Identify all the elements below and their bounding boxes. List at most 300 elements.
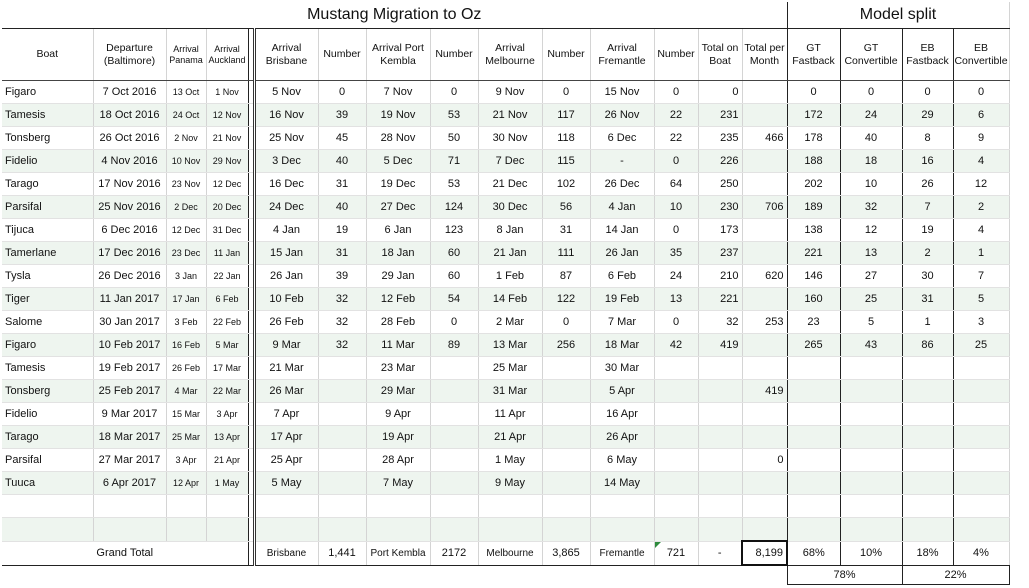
cell-eb-fastback[interactable]: 19 — [902, 219, 953, 242]
cell-gt-fastback[interactable]: 160 — [787, 288, 840, 311]
cell-arrival-brisbane[interactable]: 4 Jan — [254, 219, 318, 242]
cell-arrival-melbourne[interactable]: 7 Dec — [478, 150, 542, 173]
cell-arrival-brisbane[interactable]: 9 Mar — [254, 334, 318, 357]
cell-arrival-brisbane[interactable]: 16 Nov — [254, 104, 318, 127]
cell-number-brisbane[interactable] — [318, 472, 366, 495]
cell-eb-fastback[interactable] — [902, 449, 953, 472]
cell-total-per-month[interactable] — [742, 150, 787, 173]
cell-arrival-auckland[interactable]: 31 Dec — [206, 219, 248, 242]
cell-gt-fastback[interactable] — [787, 495, 840, 518]
cell-boat[interactable]: Parsifal — [2, 196, 93, 219]
cell-arrival-panama[interactable]: 2 Dec — [166, 196, 206, 219]
cell-number-port-kembla[interactable] — [430, 426, 478, 449]
cell-eb-fastback[interactable] — [902, 495, 953, 518]
cell-boat[interactable]: Tiger — [2, 288, 93, 311]
cell-total-per-month[interactable] — [742, 495, 787, 518]
cell-number-melbourne[interactable]: 102 — [542, 173, 590, 196]
cell-arrival-panama[interactable]: 17 Jan — [166, 288, 206, 311]
cell-arrival-port-kembla[interactable]: 6 Jan — [366, 219, 430, 242]
cell-gt-convertible[interactable]: 5 — [840, 311, 902, 334]
cell-arrival-auckland[interactable]: 21 Nov — [206, 127, 248, 150]
cell-number-port-kembla[interactable]: 0 — [430, 311, 478, 334]
cell-eb-convertible[interactable] — [953, 357, 1009, 380]
cell-total-on-boat[interactable] — [698, 495, 742, 518]
cell-arrival-auckland[interactable] — [206, 495, 248, 518]
cell-number-melbourne[interactable]: 122 — [542, 288, 590, 311]
cell-arrival-fremantle[interactable]: 15 Nov — [590, 81, 654, 104]
cell-arrival-fremantle[interactable]: 26 Dec — [590, 173, 654, 196]
cell-arrival-panama[interactable] — [166, 518, 206, 542]
cell-eb-convertible[interactable]: 3 — [953, 311, 1009, 334]
cell-total-per-month[interactable] — [742, 219, 787, 242]
cell-arrival-auckland[interactable]: 17 Mar — [206, 357, 248, 380]
cell-departure[interactable]: 30 Jan 2017 — [93, 311, 166, 334]
cell-total-on-boat[interactable]: 173 — [698, 219, 742, 242]
cell-number-fremantle[interactable]: 0 — [654, 81, 698, 104]
cell-eb-fastback[interactable]: 26 — [902, 173, 953, 196]
cell-arrival-brisbane[interactable]: 26 Jan — [254, 265, 318, 288]
cell-arrival-brisbane[interactable]: 21 Mar — [254, 357, 318, 380]
cell-total-on-boat[interactable]: 250 — [698, 173, 742, 196]
cell-arrival-fremantle[interactable]: 26 Jan — [590, 242, 654, 265]
cell-arrival-port-kembla[interactable]: 29 Mar — [366, 380, 430, 403]
cell-eb-fastback[interactable]: 31 — [902, 288, 953, 311]
cell-number-port-kembla[interactable] — [430, 357, 478, 380]
cell-eb-convertible[interactable] — [953, 495, 1009, 518]
cell-arrival-fremantle[interactable] — [590, 518, 654, 542]
cell-total-on-boat[interactable] — [698, 426, 742, 449]
cell-total-per-month[interactable] — [742, 518, 787, 542]
cell-boat[interactable]: Tarago — [2, 173, 93, 196]
cell-gt-convertible[interactable]: 0 — [840, 81, 902, 104]
cell-boat[interactable]: Tuuca — [2, 472, 93, 495]
cell-number-brisbane[interactable]: 39 — [318, 104, 366, 127]
cell-gt-fastback[interactable] — [787, 449, 840, 472]
cell-eb-fastback[interactable]: 16 — [902, 150, 953, 173]
cell-eb-fastback[interactable]: 86 — [902, 334, 953, 357]
cell-number-melbourne[interactable]: 117 — [542, 104, 590, 127]
cell-total-on-boat[interactable]: 230 — [698, 196, 742, 219]
cell-arrival-auckland[interactable]: 22 Mar — [206, 380, 248, 403]
cell-gt-convertible[interactable] — [840, 380, 902, 403]
cell-total-on-boat[interactable]: 210 — [698, 265, 742, 288]
cell-arrival-fremantle[interactable]: 26 Apr — [590, 426, 654, 449]
cell-total-on-boat[interactable]: 0 — [698, 81, 742, 104]
cell-gt-fastback[interactable] — [787, 380, 840, 403]
cell-eb-fastback[interactable]: 0 — [902, 81, 953, 104]
cell-arrival-melbourne[interactable]: 1 Feb — [478, 265, 542, 288]
cell-arrival-panama[interactable]: 2 Nov — [166, 127, 206, 150]
cell-number-fremantle[interactable]: 13 — [654, 288, 698, 311]
cell-arrival-panama[interactable]: 10 Nov — [166, 150, 206, 173]
cell-total-per-month[interactable] — [742, 81, 787, 104]
cell-eb-convertible[interactable]: 6 — [953, 104, 1009, 127]
cell-number-port-kembla[interactable] — [430, 380, 478, 403]
cell-number-port-kembla[interactable]: 71 — [430, 150, 478, 173]
cell-number-brisbane[interactable] — [318, 426, 366, 449]
cell-number-melbourne[interactable]: 87 — [542, 265, 590, 288]
cell-number-fremantle[interactable]: 0 — [654, 150, 698, 173]
cell-arrival-panama[interactable]: 3 Apr — [166, 449, 206, 472]
cell-arrival-melbourne[interactable]: 21 Apr — [478, 426, 542, 449]
cell-number-melbourne[interactable]: 118 — [542, 127, 590, 150]
cell-number-melbourne[interactable] — [542, 426, 590, 449]
cell-number-melbourne[interactable]: 256 — [542, 334, 590, 357]
cell-arrival-port-kembla[interactable]: 19 Nov — [366, 104, 430, 127]
cell-number-melbourne[interactable] — [542, 449, 590, 472]
cell-eb-fastback[interactable] — [902, 426, 953, 449]
cell-number-port-kembla[interactable]: 53 — [430, 104, 478, 127]
cell-boat[interactable] — [2, 495, 93, 518]
cell-total-per-month[interactable] — [742, 242, 787, 265]
cell-arrival-port-kembla[interactable]: 7 May — [366, 472, 430, 495]
cell-arrival-panama[interactable]: 12 Dec — [166, 219, 206, 242]
cell-number-melbourne[interactable]: 115 — [542, 150, 590, 173]
cell-total-on-boat[interactable]: 32 — [698, 311, 742, 334]
cell-number-brisbane[interactable]: 32 — [318, 311, 366, 334]
cell-arrival-port-kembla[interactable] — [366, 518, 430, 542]
cell-arrival-brisbane[interactable]: 26 Feb — [254, 311, 318, 334]
cell-arrival-auckland[interactable]: 22 Feb — [206, 311, 248, 334]
cell-arrival-melbourne[interactable]: 11 Apr — [478, 403, 542, 426]
cell-arrival-port-kembla[interactable]: 23 Mar — [366, 357, 430, 380]
cell-number-brisbane[interactable]: 40 — [318, 196, 366, 219]
cell-gt-fastback[interactable]: 221 — [787, 242, 840, 265]
cell-gt-convertible[interactable]: 13 — [840, 242, 902, 265]
cell-departure[interactable]: 19 Feb 2017 — [93, 357, 166, 380]
cell-number-port-kembla[interactable]: 60 — [430, 242, 478, 265]
cell-departure[interactable]: 4 Nov 2016 — [93, 150, 166, 173]
cell-arrival-melbourne[interactable]: 2 Mar — [478, 311, 542, 334]
cell-total-on-boat[interactable] — [698, 357, 742, 380]
cell-arrival-melbourne[interactable]: 9 Nov — [478, 81, 542, 104]
cell-arrival-brisbane[interactable]: 10 Feb — [254, 288, 318, 311]
cell-departure[interactable]: 7 Oct 2016 — [93, 81, 166, 104]
cell-arrival-melbourne[interactable]: 9 May — [478, 472, 542, 495]
cell-total-per-month[interactable] — [742, 173, 787, 196]
cell-eb-convertible[interactable]: 4 — [953, 219, 1009, 242]
cell-departure[interactable]: 25 Nov 2016 — [93, 196, 166, 219]
cell-arrival-port-kembla[interactable]: 28 Feb — [366, 311, 430, 334]
cell-number-port-kembla[interactable]: 53 — [430, 173, 478, 196]
cell-boat[interactable]: Parsifal — [2, 449, 93, 472]
cell-eb-fastback[interactable] — [902, 357, 953, 380]
cell-arrival-melbourne[interactable]: 8 Jan — [478, 219, 542, 242]
cell-total-per-month[interactable] — [742, 288, 787, 311]
cell-total-on-boat[interactable]: 237 — [698, 242, 742, 265]
cell-number-brisbane[interactable]: 19 — [318, 219, 366, 242]
cell-arrival-auckland[interactable] — [206, 518, 248, 542]
cell-departure[interactable]: 10 Feb 2017 — [93, 334, 166, 357]
cell-arrival-fremantle[interactable]: 14 May — [590, 472, 654, 495]
cell-number-melbourne[interactable]: 31 — [542, 219, 590, 242]
cell-total-on-boat[interactable] — [698, 518, 742, 542]
cell-gt-fastback[interactable]: 265 — [787, 334, 840, 357]
cell-arrival-brisbane[interactable]: 16 Dec — [254, 173, 318, 196]
cell-arrival-brisbane[interactable]: 17 Apr — [254, 426, 318, 449]
cell-number-port-kembla[interactable]: 54 — [430, 288, 478, 311]
cell-total-per-month[interactable] — [742, 403, 787, 426]
cell-number-fremantle[interactable]: 35 — [654, 242, 698, 265]
cell-total-on-boat[interactable]: 419 — [698, 334, 742, 357]
cell-eb-fastback[interactable] — [902, 380, 953, 403]
cell-eb-convertible[interactable] — [953, 518, 1009, 542]
cell-arrival-fremantle[interactable]: 6 Dec — [590, 127, 654, 150]
cell-number-port-kembla[interactable] — [430, 403, 478, 426]
cell-arrival-brisbane[interactable]: 15 Jan — [254, 242, 318, 265]
cell-arrival-panama[interactable]: 13 Oct — [166, 81, 206, 104]
cell-arrival-fremantle[interactable]: 7 Mar — [590, 311, 654, 334]
cell-arrival-brisbane[interactable]: 7 Apr — [254, 403, 318, 426]
cell-boat[interactable]: Fidelio — [2, 403, 93, 426]
cell-arrival-auckland[interactable]: 12 Nov — [206, 104, 248, 127]
cell-number-brisbane[interactable] — [318, 380, 366, 403]
cell-arrival-auckland[interactable]: 29 Nov — [206, 150, 248, 173]
cell-arrival-port-kembla[interactable]: 5 Dec — [366, 150, 430, 173]
cell-arrival-panama[interactable]: 12 Apr — [166, 472, 206, 495]
cell-gt-convertible[interactable]: 32 — [840, 196, 902, 219]
cell-number-fremantle[interactable] — [654, 495, 698, 518]
cell-eb-convertible[interactable]: 25 — [953, 334, 1009, 357]
cell-arrival-melbourne[interactable]: 21 Nov — [478, 104, 542, 127]
cell-eb-fastback[interactable]: 29 — [902, 104, 953, 127]
cell-arrival-panama[interactable] — [166, 495, 206, 518]
cell-total-per-month[interactable]: 706 — [742, 196, 787, 219]
cell-arrival-auckland[interactable]: 1 May — [206, 472, 248, 495]
cell-gt-fastback[interactable]: 188 — [787, 150, 840, 173]
grand-total-value[interactable]: 8,199 — [742, 541, 787, 565]
cell-arrival-melbourne[interactable]: 13 Mar — [478, 334, 542, 357]
cell-arrival-panama[interactable]: 4 Mar — [166, 380, 206, 403]
cell-total-per-month[interactable] — [742, 104, 787, 127]
cell-gt-fastback[interactable]: 178 — [787, 127, 840, 150]
cell-gt-fastback[interactable]: 23 — [787, 311, 840, 334]
cell-eb-convertible[interactable]: 7 — [953, 265, 1009, 288]
cell-arrival-port-kembla[interactable]: 9 Apr — [366, 403, 430, 426]
cell-number-brisbane[interactable]: 32 — [318, 334, 366, 357]
cell-arrival-melbourne[interactable]: 21 Dec — [478, 173, 542, 196]
cell-gt-fastback[interactable] — [787, 403, 840, 426]
cell-arrival-panama[interactable]: 23 Nov — [166, 173, 206, 196]
cell-number-fremantle[interactable]: 64 — [654, 173, 698, 196]
cell-total-on-boat[interactable]: 231 — [698, 104, 742, 127]
cell-number-brisbane[interactable]: 45 — [318, 127, 366, 150]
cell-arrival-melbourne[interactable]: 30 Dec — [478, 196, 542, 219]
cell-number-fremantle[interactable]: 10 — [654, 196, 698, 219]
cell-arrival-fremantle[interactable]: 4 Jan — [590, 196, 654, 219]
cell-number-port-kembla[interactable]: 124 — [430, 196, 478, 219]
cell-arrival-port-kembla[interactable] — [366, 495, 430, 518]
cell-eb-fastback[interactable] — [902, 403, 953, 426]
cell-number-melbourne[interactable]: 0 — [542, 311, 590, 334]
cell-number-fremantle[interactable] — [654, 518, 698, 542]
cell-gt-fastback[interactable]: 138 — [787, 219, 840, 242]
cell-gt-fastback[interactable] — [787, 472, 840, 495]
cell-arrival-brisbane[interactable] — [254, 518, 318, 542]
cell-eb-convertible[interactable]: 4 — [953, 150, 1009, 173]
cell-number-port-kembla[interactable]: 60 — [430, 265, 478, 288]
cell-arrival-port-kembla[interactable]: 19 Apr — [366, 426, 430, 449]
cell-number-fremantle[interactable]: 0 — [654, 219, 698, 242]
cell-eb-convertible[interactable]: 0 — [953, 81, 1009, 104]
cell-departure[interactable]: 25 Feb 2017 — [93, 380, 166, 403]
cell-arrival-auckland[interactable]: 3 Apr — [206, 403, 248, 426]
cell-departure[interactable]: 6 Apr 2017 — [93, 472, 166, 495]
cell-arrival-brisbane[interactable]: 26 Mar — [254, 380, 318, 403]
cell-departure[interactable]: 11 Jan 2017 — [93, 288, 166, 311]
cell-arrival-brisbane[interactable]: 25 Apr — [254, 449, 318, 472]
cell-arrival-panama[interactable]: 3 Feb — [166, 311, 206, 334]
cell-arrival-auckland[interactable]: 11 Jan — [206, 242, 248, 265]
cell-eb-fastback[interactable]: 1 — [902, 311, 953, 334]
cell-total-per-month[interactable]: 419 — [742, 380, 787, 403]
cell-number-fremantle[interactable]: 22 — [654, 104, 698, 127]
cell-arrival-port-kembla[interactable]: 27 Dec — [366, 196, 430, 219]
cell-gt-fastback[interactable] — [787, 518, 840, 542]
cell-eb-fastback[interactable]: 7 — [902, 196, 953, 219]
cell-arrival-auckland[interactable]: 21 Apr — [206, 449, 248, 472]
cell-gt-fastback[interactable] — [787, 357, 840, 380]
cell-departure[interactable]: 26 Oct 2016 — [93, 127, 166, 150]
cell-eb-fastback[interactable] — [902, 472, 953, 495]
cell-eb-convertible[interactable] — [953, 449, 1009, 472]
cell-gt-fastback[interactable]: 189 — [787, 196, 840, 219]
cell-number-brisbane[interactable]: 39 — [318, 265, 366, 288]
cell-boat[interactable]: Tamesis — [2, 104, 93, 127]
cell-arrival-fremantle[interactable]: 14 Jan — [590, 219, 654, 242]
cell-departure[interactable]: 18 Oct 2016 — [93, 104, 166, 127]
cell-gt-convertible[interactable]: 24 — [840, 104, 902, 127]
cell-arrival-fremantle[interactable] — [590, 495, 654, 518]
cell-number-brisbane[interactable]: 32 — [318, 288, 366, 311]
cell-number-port-kembla[interactable]: 123 — [430, 219, 478, 242]
cell-number-brisbane[interactable] — [318, 495, 366, 518]
cell-departure[interactable]: 17 Nov 2016 — [93, 173, 166, 196]
cell-number-fremantle[interactable] — [654, 357, 698, 380]
cell-arrival-melbourne[interactable]: 25 Mar — [478, 357, 542, 380]
cell-eb-convertible[interactable]: 12 — [953, 173, 1009, 196]
cell-eb-convertible[interactable]: 5 — [953, 288, 1009, 311]
cell-gt-convertible[interactable]: 18 — [840, 150, 902, 173]
cell-arrival-fremantle[interactable]: 30 Mar — [590, 357, 654, 380]
cell-departure[interactable]: 26 Dec 2016 — [93, 265, 166, 288]
cell-arrival-panama[interactable]: 3 Jan — [166, 265, 206, 288]
cell-arrival-port-kembla[interactable]: 28 Apr — [366, 449, 430, 472]
cell-arrival-brisbane[interactable]: 5 May — [254, 472, 318, 495]
cell-arrival-fremantle[interactable]: 6 Feb — [590, 265, 654, 288]
cell-arrival-brisbane[interactable]: 25 Nov — [254, 127, 318, 150]
cell-number-port-kembla[interactable]: 89 — [430, 334, 478, 357]
cell-total-on-boat[interactable] — [698, 380, 742, 403]
cell-number-port-kembla[interactable]: 0 — [430, 81, 478, 104]
cell-departure[interactable]: 18 Mar 2017 — [93, 426, 166, 449]
cell-number-fremantle[interactable]: 0 — [654, 311, 698, 334]
cell-arrival-fremantle[interactable]: 6 May — [590, 449, 654, 472]
cell-number-port-kembla[interactable] — [430, 472, 478, 495]
cell-arrival-auckland[interactable]: 12 Dec — [206, 173, 248, 196]
cell-number-brisbane[interactable] — [318, 403, 366, 426]
cell-arrival-port-kembla[interactable]: 7 Nov — [366, 81, 430, 104]
cell-eb-fastback[interactable] — [902, 518, 953, 542]
cell-departure[interactable]: 9 Mar 2017 — [93, 403, 166, 426]
cell-arrival-fremantle[interactable]: 18 Mar — [590, 334, 654, 357]
cell-gt-fastback[interactable]: 0 — [787, 81, 840, 104]
cell-arrival-brisbane[interactable]: 24 Dec — [254, 196, 318, 219]
cell-gt-convertible[interactable] — [840, 472, 902, 495]
cell-arrival-port-kembla[interactable]: 19 Dec — [366, 173, 430, 196]
cell-number-port-kembla[interactable] — [430, 495, 478, 518]
cell-eb-convertible[interactable] — [953, 380, 1009, 403]
cell-total-per-month[interactable] — [742, 426, 787, 449]
cell-number-fremantle[interactable] — [654, 403, 698, 426]
cell-number-brisbane[interactable]: 31 — [318, 242, 366, 265]
cell-boat[interactable]: Salome — [2, 311, 93, 334]
cell-boat[interactable]: Tarago — [2, 426, 93, 449]
cell-eb-convertible[interactable]: 2 — [953, 196, 1009, 219]
cell-arrival-fremantle[interactable]: - — [590, 150, 654, 173]
cell-arrival-panama[interactable]: 26 Feb — [166, 357, 206, 380]
cell-arrival-fremantle[interactable]: 19 Feb — [590, 288, 654, 311]
cell-arrival-panama[interactable]: 15 Mar — [166, 403, 206, 426]
cell-boat[interactable]: Fidelio — [2, 150, 93, 173]
cell-gt-fastback[interactable] — [787, 426, 840, 449]
cell-gt-fastback[interactable]: 146 — [787, 265, 840, 288]
cell-total-on-boat[interactable] — [698, 472, 742, 495]
cell-arrival-melbourne[interactable]: 31 Mar — [478, 380, 542, 403]
cell-number-fremantle[interactable] — [654, 449, 698, 472]
cell-gt-convertible[interactable] — [840, 403, 902, 426]
cell-total-per-month[interactable] — [742, 472, 787, 495]
cell-eb-convertible[interactable] — [953, 426, 1009, 449]
cell-number-melbourne[interactable] — [542, 518, 590, 542]
cell-arrival-melbourne[interactable] — [478, 518, 542, 542]
cell-total-per-month[interactable] — [742, 357, 787, 380]
cell-boat[interactable]: Tijuca — [2, 219, 93, 242]
cell-boat[interactable]: Tamerlane — [2, 242, 93, 265]
cell-gt-convertible[interactable] — [840, 357, 902, 380]
cell-number-melbourne[interactable] — [542, 403, 590, 426]
cell-number-brisbane[interactable]: 31 — [318, 173, 366, 196]
cell-arrival-panama[interactable]: 25 Mar — [166, 426, 206, 449]
cell-number-brisbane[interactable] — [318, 518, 366, 542]
cell-number-melbourne[interactable] — [542, 380, 590, 403]
cell-eb-convertible[interactable]: 9 — [953, 127, 1009, 150]
cell-departure[interactable]: 27 Mar 2017 — [93, 449, 166, 472]
cell-gt-convertible[interactable]: 40 — [840, 127, 902, 150]
cell-gt-convertible[interactable]: 43 — [840, 334, 902, 357]
cell-boat[interactable]: Tamesis — [2, 357, 93, 380]
cell-arrival-auckland[interactable]: 20 Dec — [206, 196, 248, 219]
cell-number-brisbane[interactable]: 0 — [318, 81, 366, 104]
cell-arrival-port-kembla[interactable]: 28 Nov — [366, 127, 430, 150]
cell-total-per-month[interactable]: 620 — [742, 265, 787, 288]
cell-total-per-month[interactable]: 0 — [742, 449, 787, 472]
cell-boat[interactable] — [2, 518, 93, 542]
cell-gt-fastback[interactable]: 202 — [787, 173, 840, 196]
cell-eb-fastback[interactable]: 8 — [902, 127, 953, 150]
cell-arrival-port-kembla[interactable]: 11 Mar — [366, 334, 430, 357]
cell-gt-convertible[interactable]: 27 — [840, 265, 902, 288]
cell-number-fremantle[interactable] — [654, 380, 698, 403]
cell-arrival-port-kembla[interactable]: 18 Jan — [366, 242, 430, 265]
cell-number-fremantle[interactable]: 24 — [654, 265, 698, 288]
cell-number-port-kembla[interactable] — [430, 518, 478, 542]
cell-total-on-boat[interactable]: 226 — [698, 150, 742, 173]
cell-arrival-panama[interactable]: 16 Feb — [166, 334, 206, 357]
cell-eb-convertible[interactable]: 1 — [953, 242, 1009, 265]
cell-departure[interactable] — [93, 518, 166, 542]
cell-boat[interactable]: Tonsberg — [2, 127, 93, 150]
